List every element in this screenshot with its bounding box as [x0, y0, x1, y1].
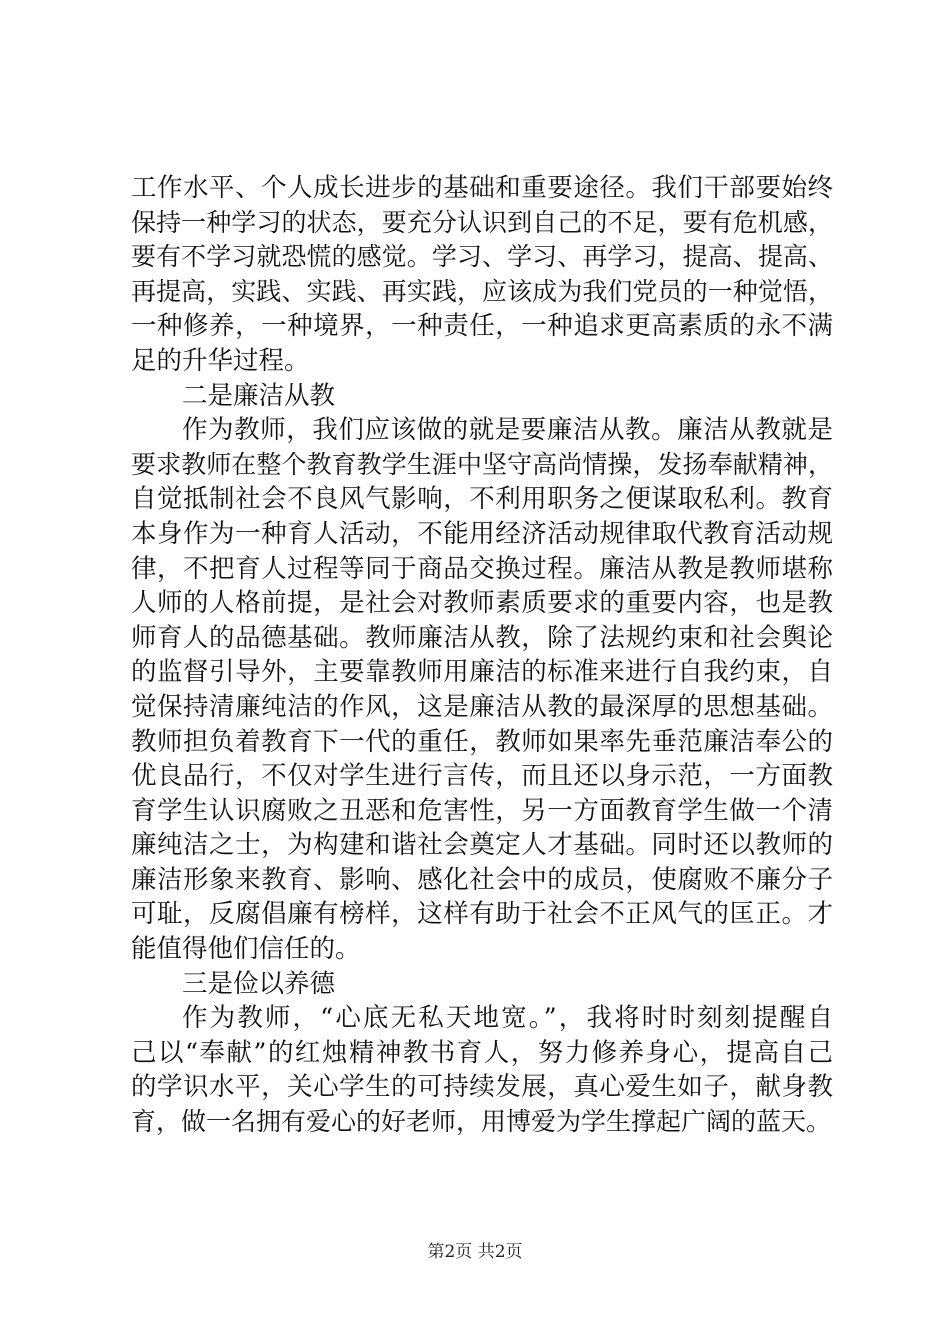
- paragraph-2: [131, 413, 833, 967]
- text-line: 自觉抵制社会不良风气影响，不利用职务之便谋取私利。教育: [131, 484, 833, 515]
- text-line: 工作水平、个人成长进步的基础和重要途径。我们干部要始终: [131, 173, 833, 203]
- paragraph-1: [131, 171, 833, 379]
- text-line: 能值得他们信任的。: [131, 934, 361, 965]
- text-line: 律，不把育人过程等同于商品交换过程。廉洁从教是教师堪称: [131, 553, 833, 584]
- text-line: 可耻，反腐倡廉有榜样，这样有助于社会不正风气的匡正。才: [131, 899, 833, 930]
- text-line: 的监督引导外，主要靠教师用廉洁的标准来进行自我约束，自: [131, 657, 833, 688]
- paragraph-3: [131, 1001, 833, 1139]
- text-line: 一种修养，一种境界，一种责任，一种追求更高素质的永不满: [131, 311, 833, 342]
- text-line: 保持一种学习的状态，要充分认识到自己的不足，要有危机感，: [131, 207, 833, 237]
- text-line: 要有不学习就恐慌的感觉。学习、学习、再学习，提高、提高、: [131, 242, 833, 272]
- text-line: 足的升华过程。: [131, 345, 310, 376]
- text-line: 育学生认识腐败之丑恶和危害性，另一方面教育学生做一个清: [131, 795, 833, 826]
- text-line: 本身作为一种育人活动，不能用经济活动规律取代教育活动规: [131, 518, 833, 549]
- text-line: 己以“奉献”的红烛精神教书育人，努力修养身心，提高自己: [131, 1037, 833, 1068]
- text-line: 人师的人格前提，是社会对教师素质要求的重要内容，也是教: [131, 588, 833, 619]
- text-line: 廉洁形象来教育、影响、感化社会中的成员，使腐败不廉分子: [131, 864, 833, 895]
- page-number-footer: 第2页 共2页: [427, 1242, 523, 1262]
- text-line: 作为教师，“心底无私天地宽。”，我将时时刻刻提醒自: [182, 1003, 833, 1034]
- text-line: 教师担负着教育下一代的重任，教师如果率先垂范廉洁奉公的: [131, 726, 833, 757]
- text-line: 廉纯洁之士，为构建和谐社会奠定人才基础。同时还以教师的: [131, 830, 833, 861]
- text-line: 觉保持清廉纯洁的作风，这是廉洁从教的最深厚的思想基础。: [131, 691, 833, 722]
- section-heading: 三是俭以养德: [182, 968, 336, 999]
- text-line: 再提高，实践、实践、再实践，应该成为我们党员的一种觉悟，: [131, 276, 833, 306]
- text-line: 作为教师，我们应该做的就是要廉洁从教。廉洁从教就是: [182, 415, 833, 446]
- text-line: 的学识水平，关心学生的可持续发展，真心爱生如子，献身教: [131, 1072, 833, 1103]
- text-line: 师育人的品德基础。教师廉洁从教，除了法规约束和社会舆论: [131, 622, 833, 653]
- section-heading: 二是廉洁从教: [182, 380, 336, 411]
- document-body: [131, 171, 833, 1140]
- text-line: 优良品行，不仅对学生进行言传，而且还以身示范，一方面教: [131, 761, 833, 792]
- text-line: 要求教师在整个教育教学生涯中坚守高尚情操，发扬奉献精神，: [131, 449, 833, 479]
- text-line: 育，做一名拥有爱心的好老师，用博爱为学生撑起广阔的蓝天。: [131, 1107, 832, 1137]
